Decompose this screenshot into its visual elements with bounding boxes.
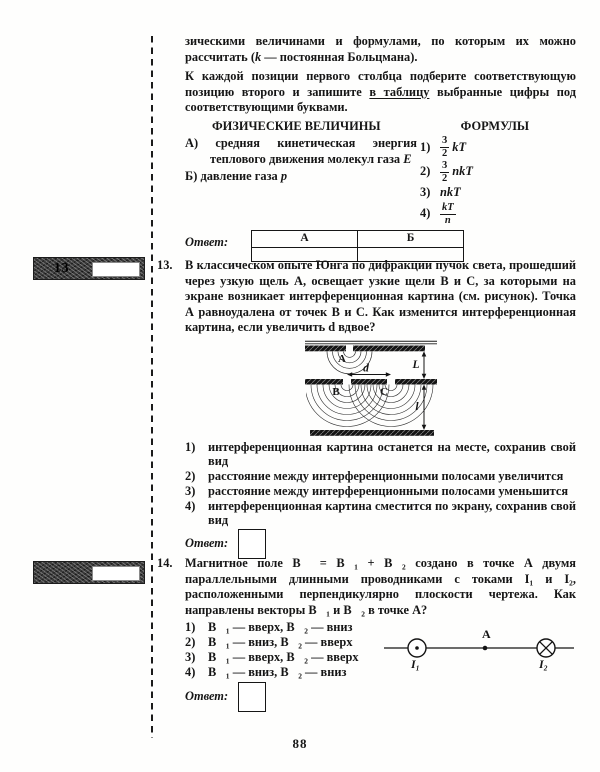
question-14 (157, 556, 576, 712)
option-1 (185, 440, 576, 468)
badge-white-slot (92, 262, 140, 277)
item-marker: Б) (185, 169, 198, 183)
intro-paragraph-2 (185, 69, 576, 116)
col-header-formulas: ФОРМУЛЫ (460, 118, 529, 133)
slit-separation-arrow (347, 372, 391, 377)
distance-l-label: l (415, 400, 419, 413)
fraction (440, 136, 449, 159)
distance-L-label: L (412, 358, 420, 371)
current-out-of-page-icon (408, 639, 426, 657)
answer-table-header-b: Б (358, 231, 464, 248)
fraction-denominator: 2 (442, 172, 448, 184)
answer-table (251, 230, 464, 262)
option-number: 4) (185, 498, 196, 513)
option-2 (185, 469, 576, 483)
formula-number: 1) (420, 139, 431, 154)
badge-white-slot (92, 566, 140, 581)
item-symbol: E (403, 151, 412, 166)
answer-label: Ответ: (185, 689, 229, 704)
quantities-column (185, 136, 417, 227)
formula-number: 2) (420, 164, 431, 178)
answer-box (238, 682, 266, 712)
formula-number: 3) (420, 185, 431, 199)
option-text: расстояние между интерференционными полосами увеличится (208, 468, 564, 483)
option-text: расстояние между интерференционными полосами уменьшится (208, 483, 569, 498)
fraction-denominator: n (444, 214, 451, 226)
question-14-text: Магнитное поле B⃗ = B⃗₁ + B⃗₂ создано в точке А двумя параллельными длинными проводниками с токами I₁ и I₂, расположенными перпендикулярно плоскости чертежа. Как направлены векторы B⃗₁ и B⃗₂ в точке А? (185, 556, 576, 617)
point-a-dot (483, 646, 488, 651)
k-symbol: k (254, 49, 262, 64)
answer-label: Ответ: (185, 235, 229, 249)
fraction (440, 161, 449, 184)
item-text: средняя кинетическая энергия теплового движения молекул газа (210, 136, 417, 166)
formula-row-2 (420, 161, 576, 184)
match-item-a (185, 136, 417, 167)
slit-a-label: A (338, 352, 346, 365)
match-answer-row (185, 230, 576, 262)
intro-text: выбранные цифры под соответствующими буквами. (185, 84, 576, 114)
distance-d-label: d (363, 362, 369, 374)
slit-b-label: B (332, 385, 340, 398)
formula-expression: kT (452, 139, 467, 154)
intro-text: — постоянная Больцмана). (261, 49, 418, 64)
page-number: 88 (292, 736, 308, 751)
option-text: B⃗₁ — вверх, B⃗₂ — вниз (208, 620, 353, 634)
option-number: 4) (185, 665, 196, 679)
fraction-numerator: kT (442, 201, 454, 213)
fraction-denominator: 2 (442, 148, 448, 159)
option-text: B⃗₁ — вниз, B⃗₂ — вверх (208, 635, 353, 649)
dashed-margin-rule (151, 36, 153, 738)
intro-text: К каждой позиции первого столбца подберите соответствующую позицию второго и запишите (185, 69, 576, 99)
item-text: давление газа (200, 169, 281, 183)
fraction-numerator: 3 (442, 135, 448, 146)
screen-bar (310, 430, 434, 436)
question-13-number: 13. (157, 258, 173, 272)
match-item-b (185, 169, 417, 185)
current-into-page-icon (537, 639, 555, 657)
question-13 (157, 258, 576, 559)
option-text: B⃗₁ — вниз, B⃗₂ — вниз (208, 665, 347, 679)
margin-badge-14 (33, 561, 145, 584)
underlined-phrase: в таблицу (369, 84, 430, 99)
option-4 (185, 499, 576, 527)
option-4 (185, 665, 363, 679)
answer-table-header-row (252, 231, 464, 248)
question-14-options-and-figure (185, 620, 576, 680)
formulas-column (420, 136, 576, 227)
option-number: 2) (185, 635, 196, 649)
formula-row-4 (420, 203, 576, 226)
option-number: 2) (185, 468, 196, 483)
margin-badge-13 (33, 257, 145, 280)
fraction-numerator: 3 (442, 159, 448, 171)
question-13-answer-row (185, 529, 576, 559)
option-text: B⃗₁ — вверх, B⃗₂ — вверх (208, 650, 359, 664)
match-body (185, 136, 576, 227)
barrier-with-slit-a (305, 345, 425, 351)
question-14-number: 14. (157, 556, 173, 570)
option-3 (185, 650, 363, 664)
option-number: 3) (185, 650, 196, 664)
formula-number: 4) (420, 206, 431, 220)
option-number: 3) (185, 483, 196, 498)
formula-row-1 (420, 136, 576, 159)
current-i2-label: I₂ (539, 657, 548, 671)
option-number: 1) (185, 439, 196, 454)
young-experiment-figure (297, 338, 447, 438)
question-14-answer-row (185, 682, 576, 712)
fraction (440, 203, 456, 226)
intro-paragraph-1 (185, 34, 576, 65)
option-text: интерференционная картина останется на месте, сохранив свой вид (208, 439, 576, 468)
distance-L-arrow (422, 351, 427, 379)
option-1 (185, 620, 363, 634)
col-header-quantities: ФИЗИЧЕСКИЕ ВЕЛИЧИНЫ (212, 118, 381, 133)
formula-row-3 (420, 185, 576, 201)
intro-text: зическими величинами и формулами, по которым их можно рассчитать ( (185, 34, 576, 64)
formula-expression: nkT (440, 185, 461, 199)
item-marker: А) (185, 136, 199, 150)
current-i1-label: I₁ (411, 657, 420, 671)
formula-expression: nkT (452, 164, 473, 178)
answer-table-header-a: А (252, 231, 358, 248)
two-wires-figure (381, 626, 576, 672)
answer-box (238, 529, 266, 559)
matching-task-section (185, 34, 576, 262)
question-13-text: В классическом опыте Юнга по дифракции пучок света, прошедший через узкую щель А, освещает узкие щели В и С, за которыми на экране возникает интерференционная картина (см. рисунок). Точка А равноудалена от точек В и С. Как изменится интерференционная картина, если увеличить d вдвое? (185, 258, 576, 334)
item-symbol: p (280, 169, 288, 183)
option-3 (185, 484, 576, 498)
option-number: 1) (185, 620, 196, 634)
badge-number: 13 (54, 260, 70, 275)
question-14-options (185, 620, 363, 680)
slit-c-label: C (380, 385, 388, 398)
match-column-headers (185, 119, 576, 135)
answer-label: Ответ: (185, 535, 229, 550)
question-13-options (185, 440, 576, 527)
barrier-with-slits-b-c (305, 379, 437, 385)
option-text: интерференционная картина сместится по экрану, сохранив свой вид (208, 498, 576, 527)
point-a-label: A (482, 627, 491, 641)
distance-l-arrow (422, 384, 427, 430)
option-2 (185, 635, 363, 649)
